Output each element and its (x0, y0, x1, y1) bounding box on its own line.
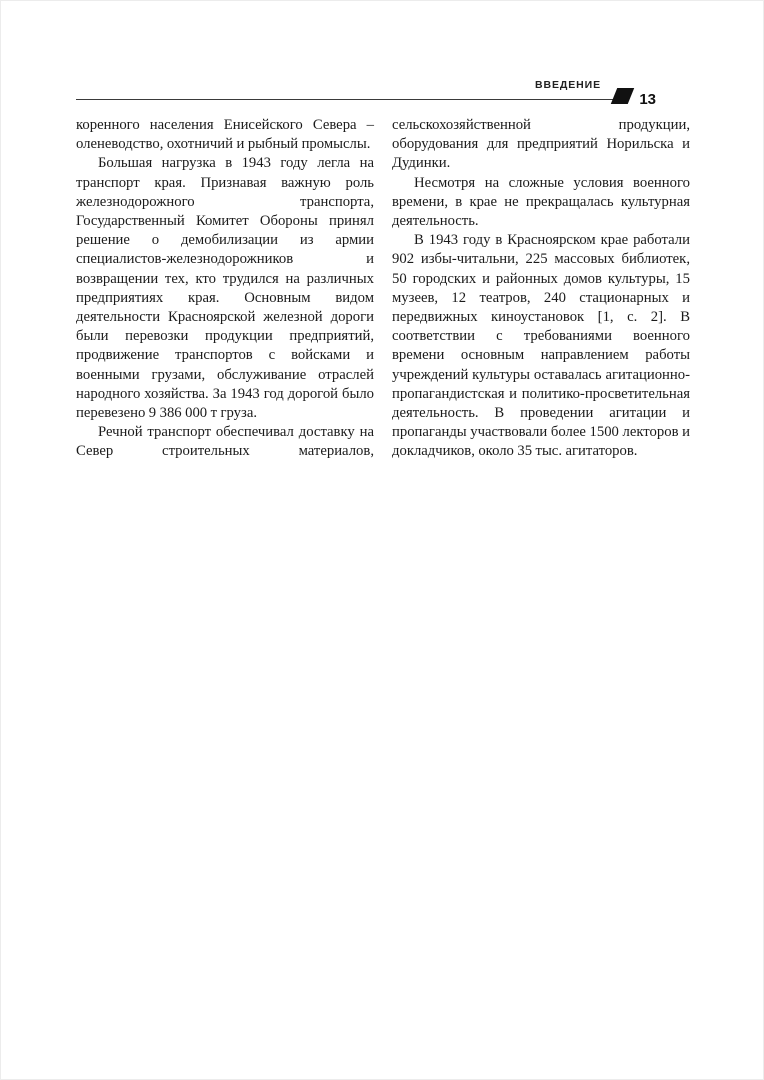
left-column (76, 116, 374, 462)
paragraph: В 1943 году в Красноярском крае работали 902 избы-читальни, 225 массовых библиотек, 50 городских и районных домов культуры, 15 музеев, 12 театров, 240 стационарных и передвижных киноустановок [1, с. 2]. В соответствии с требованиями военного времени основным направлением работы учреждений культуры оставалась агитационно-пропагандистская и политико-просветительная деятельность. В проведении агитации и пропаганды участвовали более 1500 лекторов и докладчиков, около 35 тыс. агитаторов. (392, 232, 690, 460)
page-number: 13 (639, 91, 656, 108)
paragraph: Несмотря на сложные условия военного времени, в крае не прекращалась культурная деятельность. (392, 174, 690, 230)
paragraph: Большая нагрузка в 1943 году легла на транспорт края. Признавая важную роль железнодорожного транспорта, Государственный Комитет Обороны принял решение о демобилизации из армии специалистов-железнодорожников и возвращении тех, кто трудился на различных предприятиях края. Основным видом деятельности Красноярской железной дороги были перевозки продукции предприятий, продвижение транспортов с войсками и военными грузами, обслуживание отраслей народного хозяйства. За 1943 год дорогой было перевезено 9 386 000 т груза. (76, 155, 374, 422)
paragraph: сельскохозяйственной продукции, оборудования для предприятий Норильска и Дудинки. (392, 117, 690, 172)
right-column (392, 116, 690, 462)
section-title: ВВЕДЕНИЕ (535, 79, 601, 91)
header-rule (76, 99, 624, 100)
page-header (76, 77, 690, 115)
paragraph: Речной транспорт обеспечивал доставку на Север строительных материалов, (76, 424, 374, 460)
page-content (76, 77, 690, 462)
text-columns (76, 116, 690, 462)
paragraph: коренного населения Енисейского Севера – оленеводство, охотничий и рыбный промыслы. (76, 117, 374, 153)
header-accent-mark (611, 88, 634, 104)
